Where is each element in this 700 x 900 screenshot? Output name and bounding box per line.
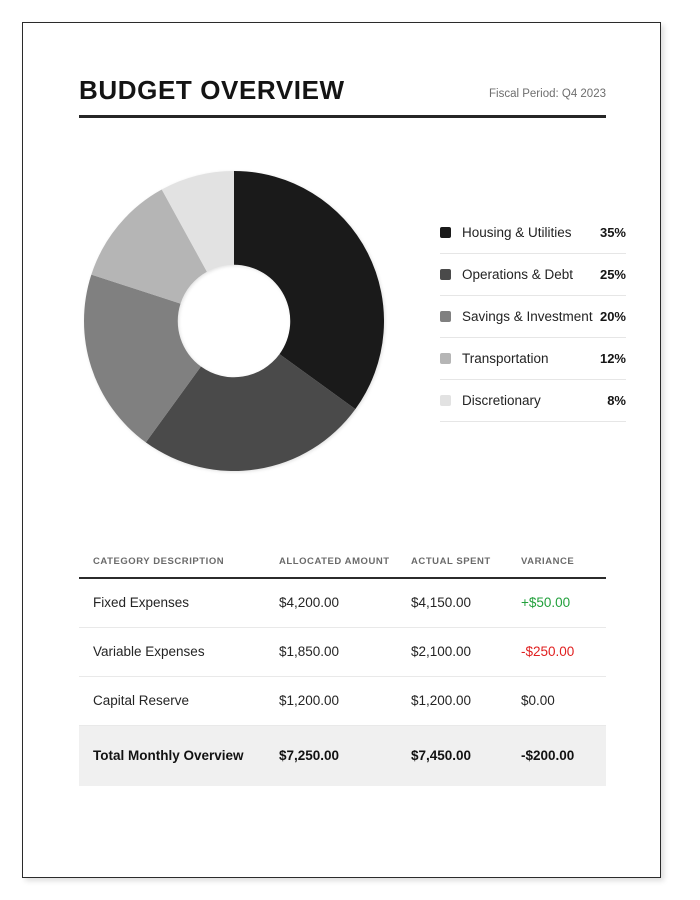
cell-variance: +$50.00 <box>521 594 571 610</box>
legend-item-housing-utilities[interactable] <box>440 212 626 254</box>
cell-total-spent: $7,450.00 <box>411 747 472 763</box>
legend-swatch-housing-utilities <box>440 227 451 238</box>
cell-spent: $1,200.00 <box>411 692 472 708</box>
table-header-row <box>79 533 606 579</box>
legend-label-savings-investment: Savings & Investment <box>462 308 593 324</box>
column-header-description: CATEGORY DESCRIPTION <box>93 556 225 568</box>
table-total-row <box>79 726 606 786</box>
header-row <box>79 77 606 103</box>
column-header-spent: ACTUAL SPENT <box>411 556 491 568</box>
cell-allocated: $1,850.00 <box>279 643 340 659</box>
report-card <box>22 22 661 878</box>
legend-label-housing-utilities: Housing & Utilities <box>462 224 572 240</box>
column-header-allocated: ALLOCATED AMOUNT <box>279 556 390 568</box>
donut-chart-svg <box>79 166 389 476</box>
table-row[interactable] <box>79 579 606 628</box>
legend-swatch-transportation <box>440 353 451 364</box>
cell-description: Capital Reserve <box>93 692 190 708</box>
legend-swatch-savings-investment <box>440 311 451 322</box>
cell-total-allocated: $7,250.00 <box>279 747 340 763</box>
cell-total-description: Total Monthly Overview <box>93 747 244 763</box>
cell-total-variance: -$200.00 <box>521 747 575 763</box>
legend-item-operations-debt[interactable] <box>440 254 626 296</box>
cell-allocated: $1,200.00 <box>279 692 340 708</box>
legend-percent-housing-utilities: 35% <box>599 225 626 240</box>
legend-percent-operations-debt: 25% <box>599 267 626 282</box>
chart-legend <box>440 212 626 422</box>
legend-item-savings-investment[interactable] <box>440 296 626 338</box>
title-divider <box>79 115 606 118</box>
cell-description: Variable Expenses <box>93 643 205 659</box>
cell-spent: $4,150.00 <box>411 594 472 610</box>
legend-label-discretionary: Discretionary <box>462 392 541 408</box>
cell-allocated: $4,200.00 <box>279 594 340 610</box>
chart-section <box>79 166 626 511</box>
cell-spent: $2,100.00 <box>411 643 472 659</box>
legend-item-discretionary[interactable] <box>440 380 626 422</box>
cell-variance: -$250.00 <box>521 643 575 659</box>
column-header-variance: VARIANCE <box>521 556 575 568</box>
donut-slice-group <box>84 171 384 471</box>
fiscal-period-label: Fiscal Period: Q4 2023 <box>489 88 606 100</box>
cell-description: Fixed Expenses <box>93 594 190 610</box>
cell-variance: $0.00 <box>521 692 555 708</box>
page-title: BUDGET OVERVIEW <box>79 75 345 105</box>
report-header <box>79 77 606 118</box>
legend-percent-discretionary: 8% <box>607 393 626 408</box>
legend-label-operations-debt: Operations & Debt <box>462 266 574 282</box>
budget-table <box>79 533 606 786</box>
legend-swatch-operations-debt <box>440 269 451 280</box>
table-row[interactable] <box>79 628 606 677</box>
budget-donut-chart <box>79 166 389 476</box>
legend-label-transportation: Transportation <box>462 350 549 366</box>
legend-swatch-discretionary <box>440 395 451 406</box>
table-row[interactable] <box>79 677 606 726</box>
legend-percent-savings-investment: 20% <box>599 309 626 324</box>
legend-item-transportation[interactable] <box>440 338 626 380</box>
legend-percent-transportation: 12% <box>599 351 626 366</box>
